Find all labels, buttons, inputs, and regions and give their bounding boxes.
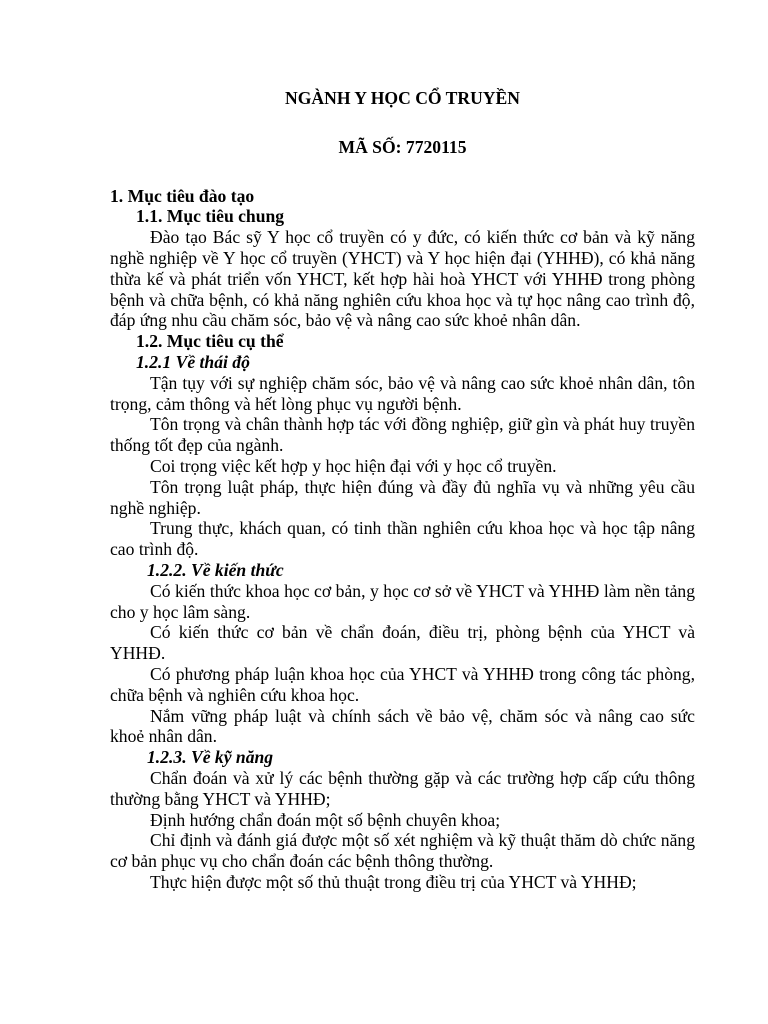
- section-1-2-3-heading: 1.2.3. Về kỹ năng: [147, 747, 274, 768]
- paragraph: Tôn trọng và chân thành hợp tác với đồng nghiệp, giữ gìn và phát huy truyền thống tốt đẹp của ngành.: [110, 414, 695, 456]
- paragraph: Tôn trọng luật pháp, thực hiện đúng và đầy đủ nghĩa vụ và những yêu cầu nghề nghiệp.: [110, 476, 695, 518]
- paragraph: Thực hiện được một số thủ thuật trong điều trị của YHCT và YHHĐ;: [150, 871, 637, 892]
- paragraph: Đào tạo Bác sỹ Y học cổ truyền có y đức, có kiến thức cơ bản và kỹ năng nghề nghiệp về Y học cổ truyền (YHCT) và Y học hiện đại (YHHĐ), có khả năng thừa kế và phát triển vốn YHCT, kết hợp hài hoà YHCT với YHHĐ trong phòng bệnh và chữa bệnh, có khả năng nghiên cứu khoa học và tự học nâng cao trình độ, đáp ứng nhu cầu chăm sóc, bảo vệ và nâng cao sức khoẻ nhân dân.: [110, 227, 695, 331]
- paragraph: Có kiến thức cơ bản về chẩn đoán, điều trị, phòng bệnh của YHCT và YHHĐ.: [110, 622, 695, 664]
- paragraph: Chẩn đoán và xử lý các bệnh thường gặp và các trường hợp cấp cứu thông thường bằng YHCT và YHHĐ;: [110, 767, 695, 809]
- paragraph: Có phương pháp luận khoa học của YHCT và YHHĐ trong công tác phòng, chữa bệnh và nghiên cứu khoa học.: [110, 663, 695, 705]
- program-code: MÃ SỐ: 7720115: [338, 136, 467, 157]
- paragraph: Chỉ định và đánh giá được một số xét nghiệm và kỹ thuật thăm dò chức năng cơ bản phục vụ cho chẩn đoán các bệnh thông thường.: [110, 830, 695, 872]
- paragraph: Nắm vững pháp luật và chính sách về bảo vệ, chăm sóc và nâng cao sức khoẻ nhân dân.: [110, 705, 695, 747]
- document-page: [110, 88, 695, 893]
- paragraph: Trung thực, khách quan, có tinh thần nghiên cứu khoa học và học tập nâng cao trình độ.: [110, 518, 695, 560]
- paragraph: Tận tụy với sự nghiệp chăm sóc, bảo vệ và nâng cao sức khoẻ nhân dân, tôn trọng, cảm thông và hết lòng phục vụ người bệnh.: [110, 372, 695, 414]
- section-1-2-2-heading: 1.2.2. Về kiến thức: [147, 559, 284, 580]
- section-1-2-heading: 1.2. Mục tiêu cụ thể: [136, 331, 284, 352]
- section-1-heading: 1. Mục tiêu đào tạo: [110, 185, 255, 206]
- section-1-2-1-heading: 1.2.1 Về thái độ: [136, 351, 250, 372]
- document-title: NGÀNH Y HỌC CỔ TRUYỀN: [285, 88, 520, 108]
- paragraph: Có kiến thức khoa học cơ bản, y học cơ sở về YHCT và YHHĐ làm nền tảng cho y học lâm sàng.: [110, 580, 695, 622]
- paragraph: Coi trọng việc kết hợp y học hiện đại với y học cổ truyền.: [150, 455, 557, 476]
- paragraph: Định hướng chẩn đoán một số bệnh chuyên khoa;: [150, 809, 501, 830]
- section-1-1-heading: 1.1. Mục tiêu chung: [136, 206, 285, 227]
